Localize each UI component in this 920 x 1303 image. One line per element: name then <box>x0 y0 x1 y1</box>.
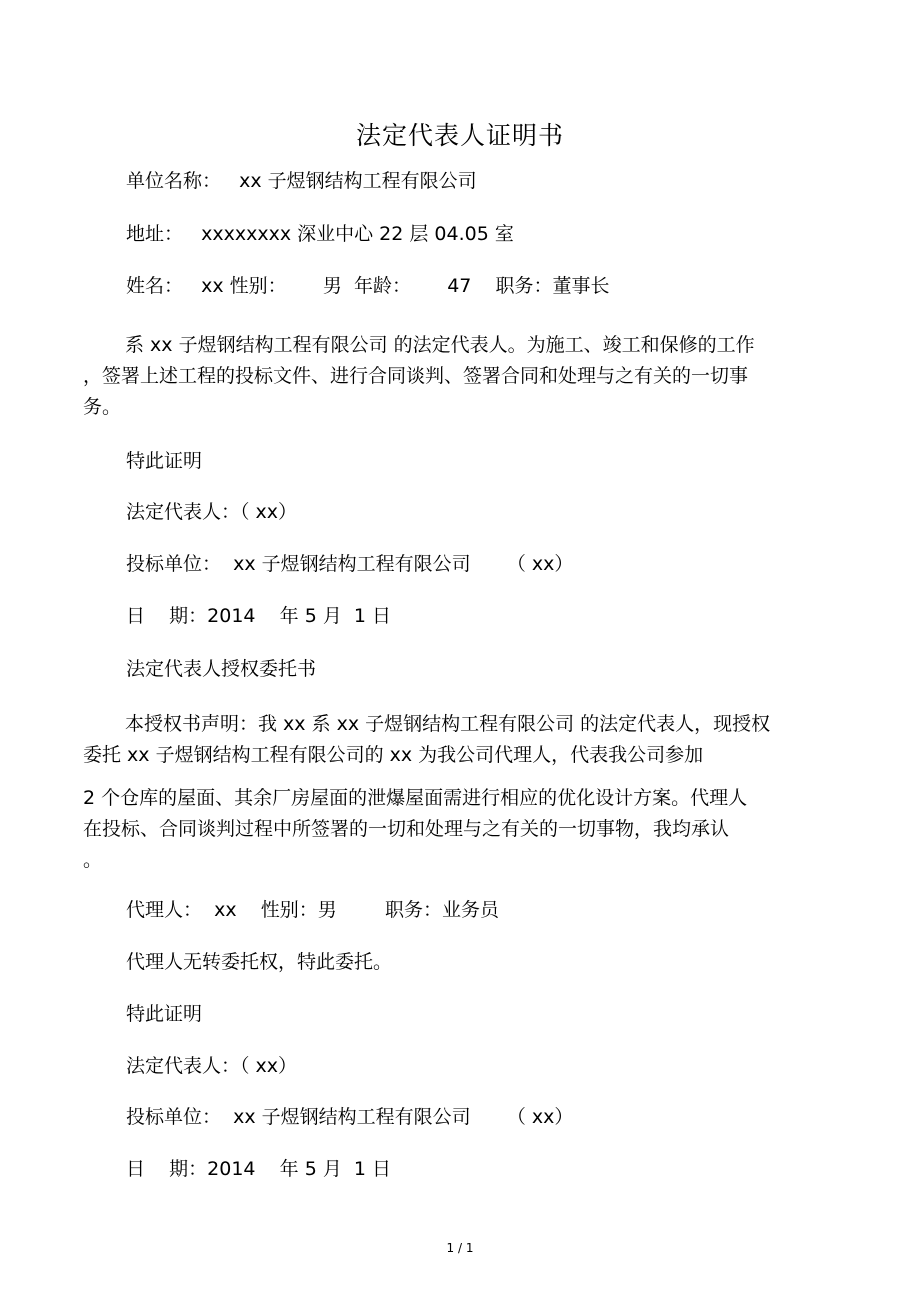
page-number: 1 / 1 <box>446 1241 474 1255</box>
bidder-line: 投标单位： xx 子煜钢结构工程有限公司 （ xx） <box>126 553 574 575</box>
agent-info-line: 代理人： xx 性别：男 职务：业务员 <box>126 899 500 921</box>
legal-rep-line: 法定代表人：（ xx） <box>126 501 298 523</box>
address-line: 地址： xxxxxxxx 深业中心 22 层 04.05 室 <box>126 223 514 245</box>
paragraph-line: 2 个仓库的屋面、其余厂房屋面的泄爆屋面需进行相应的优化设计方案。代理人 <box>83 787 748 809</box>
authorization-paragraph <box>83 709 813 771</box>
paragraph-line: 。 <box>83 849 103 871</box>
legal-rep-line: 法定代表人：（ xx） <box>126 1055 298 1077</box>
bidder-line: 投标单位： xx 子煜钢结构工程有限公司 （ xx） <box>126 1106 574 1128</box>
no-transfer-line: 代理人无转委托权，特此委托。 <box>126 951 393 973</box>
paragraph-line: 在投标、合同谈判过程中所签署的一切和处理与之有关的一切事物，我均承认 <box>83 818 730 840</box>
paragraph-line: 委托 xx 子煜钢结构工程有限公司的 xx 为我公司代理人，代表我公司参加 <box>83 744 704 766</box>
special-certify-text: 特此证明 <box>126 1003 203 1025</box>
special-certify-text: 特此证明 <box>126 450 203 472</box>
paragraph-line: 系 xx 子煜钢结构工程有限公司 的法定代表人。为施工、竣工和保修的工作 <box>125 334 755 356</box>
project-paragraph <box>83 783 813 876</box>
date-line: 日 期：2014 年 5 月 1 日 <box>126 605 392 627</box>
paragraph-line: 务。 <box>83 396 122 418</box>
paragraph-line: ，签署上述工程的投标文件、进行合同谈判、签署合同和处理与之有关的一切事 <box>83 365 749 387</box>
date-line: 日 期：2014 年 5 月 1 日 <box>126 1158 392 1180</box>
unit-name-line: 单位名称： xx 子煜钢结构工程有限公司 <box>126 170 477 192</box>
authorization-heading: 法定代表人授权委托书 <box>126 658 317 680</box>
paragraph-line: 本授权书声明：我 xx 系 xx 子煜钢结构工程有限公司 的法定代表人，现授权 <box>125 713 771 735</box>
document-title: 法定代表人证明书 <box>355 121 564 150</box>
person-info-line: 姓名： xx 性别： 男 年龄： 47 职务：董事长 <box>126 275 610 297</box>
certificate-paragraph <box>83 330 813 423</box>
